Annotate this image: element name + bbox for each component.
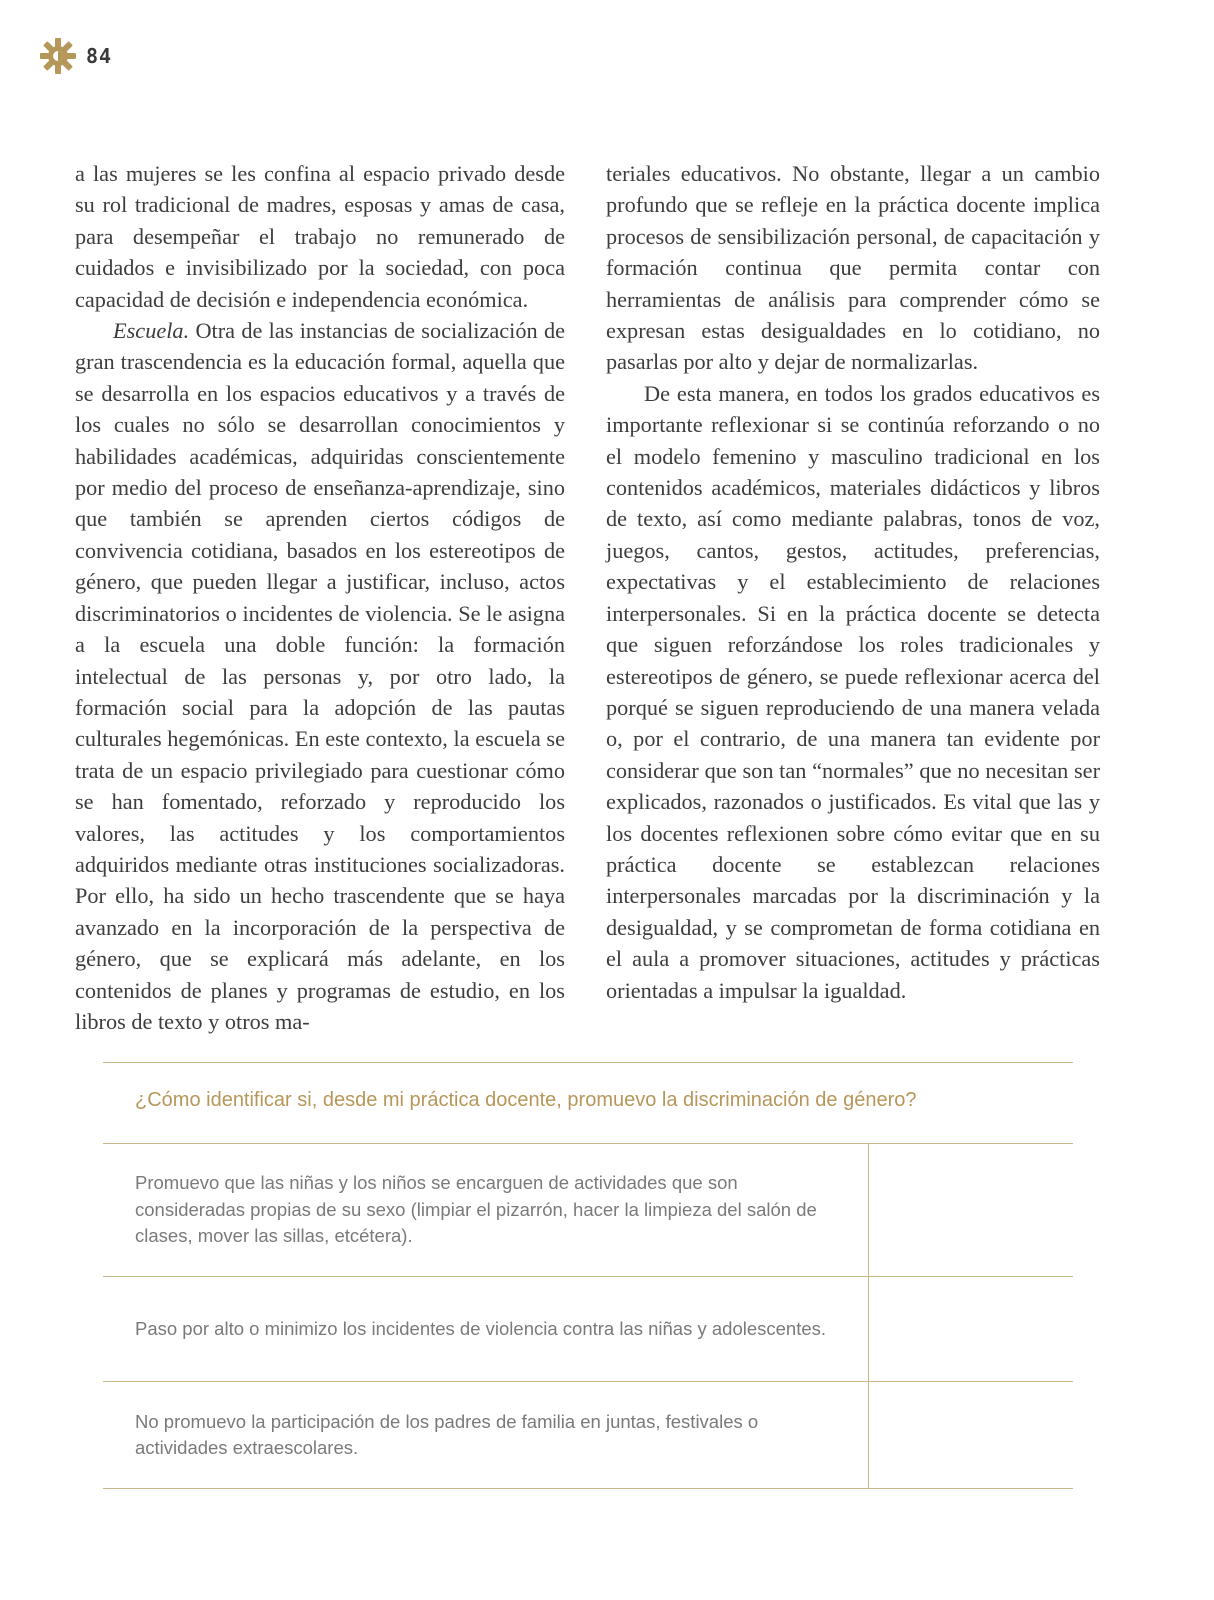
page-header	[38, 36, 112, 76]
checklist-answer-cell[interactable]	[869, 1382, 1073, 1488]
checklist-item-text	[103, 1144, 869, 1276]
checklist-box	[103, 1062, 1073, 1489]
paragraph: a las mujeres se les confina al espacio privado desde su rol tradicional de madres, esposas y amas de casa, para desempeñar el trabajo no remunerado de cuidados e invisibilizado por la sociedad, con poca capacidad de decisión e independencia económica.	[75, 161, 565, 312]
paragraph-lead: Escuela.	[113, 318, 190, 344]
checklist-item-text	[103, 1382, 869, 1488]
checklist-answer-cell[interactable]	[869, 1277, 1073, 1381]
left-column	[75, 158, 565, 1037]
right-column	[606, 158, 1100, 1006]
checklist-title: ¿Cómo identificar si, desde mi práctica docente, promuevo la discriminación de género?	[135, 1089, 917, 1111]
checklist-row	[103, 1276, 1073, 1381]
paragraph-body: Otra de las instancias de socialización de gran trascendencia es la educación formal, aquella que se desarrolla en los espacios educativos y a través de los cuales no sólo se desarrollan conocimientos y habilidades académicas, adquiridas conscientemente por medio del proceso de enseñanza-aprendizaje, sino que también se aprenden ciertos códigos de convivencia cotidiana, basados en los estereotipos de género, que pueden llegar a justificar, incluso, actos discriminatorios o incidentes de violencia. Se le asigna a la escuela una doble función: la formación intelectual de las personas y, por otro lado, la formación social para la adopción de las pautas culturales hegemónicas. En este contexto, la escuela se trata de un espacio privilegiado para cuestionar cómo se han fomentado, reforzado y reproducido los valores, las actitudes y los comportamientos adquiridos mediante otras instituciones socializadoras. Por ello, ha sido un hecho trascendente que se haya avanzado en la incorporación de la perspectiva de género, que se explicará más adelante, en los contenidos de planes y programas de estudio, en los libros de texto y otros ma-	[75, 318, 565, 1034]
checklist-answer-cell[interactable]	[869, 1144, 1073, 1276]
paragraph: De esta manera, en todos los grados educativos es importante reflexionar si se continúa reforzando o no el modelo femenino y masculino tradicional en los contenidos académicos, materiales didácticos y libros de texto, así como mediante palabras, tonos de voz, juegos, cantos, gestos, actitudes, preferencias, expectativas y el establecimiento de relaciones interpersonales. Si en la práctica docente se detecta que siguen reforzándose los roles tradicionales y estereotipos de género, se puede reflexionar acerca del porqué se siguen reproduciendo de una manera velada o, por el contrario, de una manera tan evidente por considerar que son tan “normales” que no necesitan ser explicados, razonados o justificados. Es vital que las y los docentes reflexionen sobre cómo evitar que en su práctica docente se establezcan relaciones interpersonales marcadas por la discriminación y la desigualdad, y se comprometan de forma cotidiana en el aula a promover situaciones, actitudes y prácticas orientadas a impulsar la igualdad.	[606, 380, 1100, 1003]
gear-flower-icon	[38, 36, 78, 76]
checklist-item-label: Paso por alto o minimizo los incidentes de violencia contra las niñas y adolescentes.	[135, 1317, 827, 1339]
page-number: 84	[86, 44, 113, 68]
checklist-item-text	[103, 1277, 869, 1381]
checklist-item-label: Promuevo que las niñas y los niños se encarguen de actividades que son consideradas propias de su sexo (limpiar el pizarrón, hacer la limpieza del salón de clases, mover las sillas, etcétera).	[135, 1172, 817, 1247]
checklist-row	[103, 1381, 1073, 1488]
checklist-row	[103, 1143, 1073, 1276]
paragraph-escuela	[75, 315, 565, 1037]
checklist-item-label: No promuevo la participación de los padres de familia en juntas, festivales o actividades extraescolares.	[135, 1410, 759, 1458]
divider	[103, 1488, 1073, 1489]
paragraph: teriales educativos. No obstante, llegar a un cambio profundo que se refleje en la práctica docente implica procesos de sensibilización personal, de capacitación y formación continua que permita contar con herramientas de análisis para comprender cómo se expresan estas desigualdades en lo cotidiano, no pasarlas por alto y dejar de normalizarlas.	[606, 161, 1100, 375]
